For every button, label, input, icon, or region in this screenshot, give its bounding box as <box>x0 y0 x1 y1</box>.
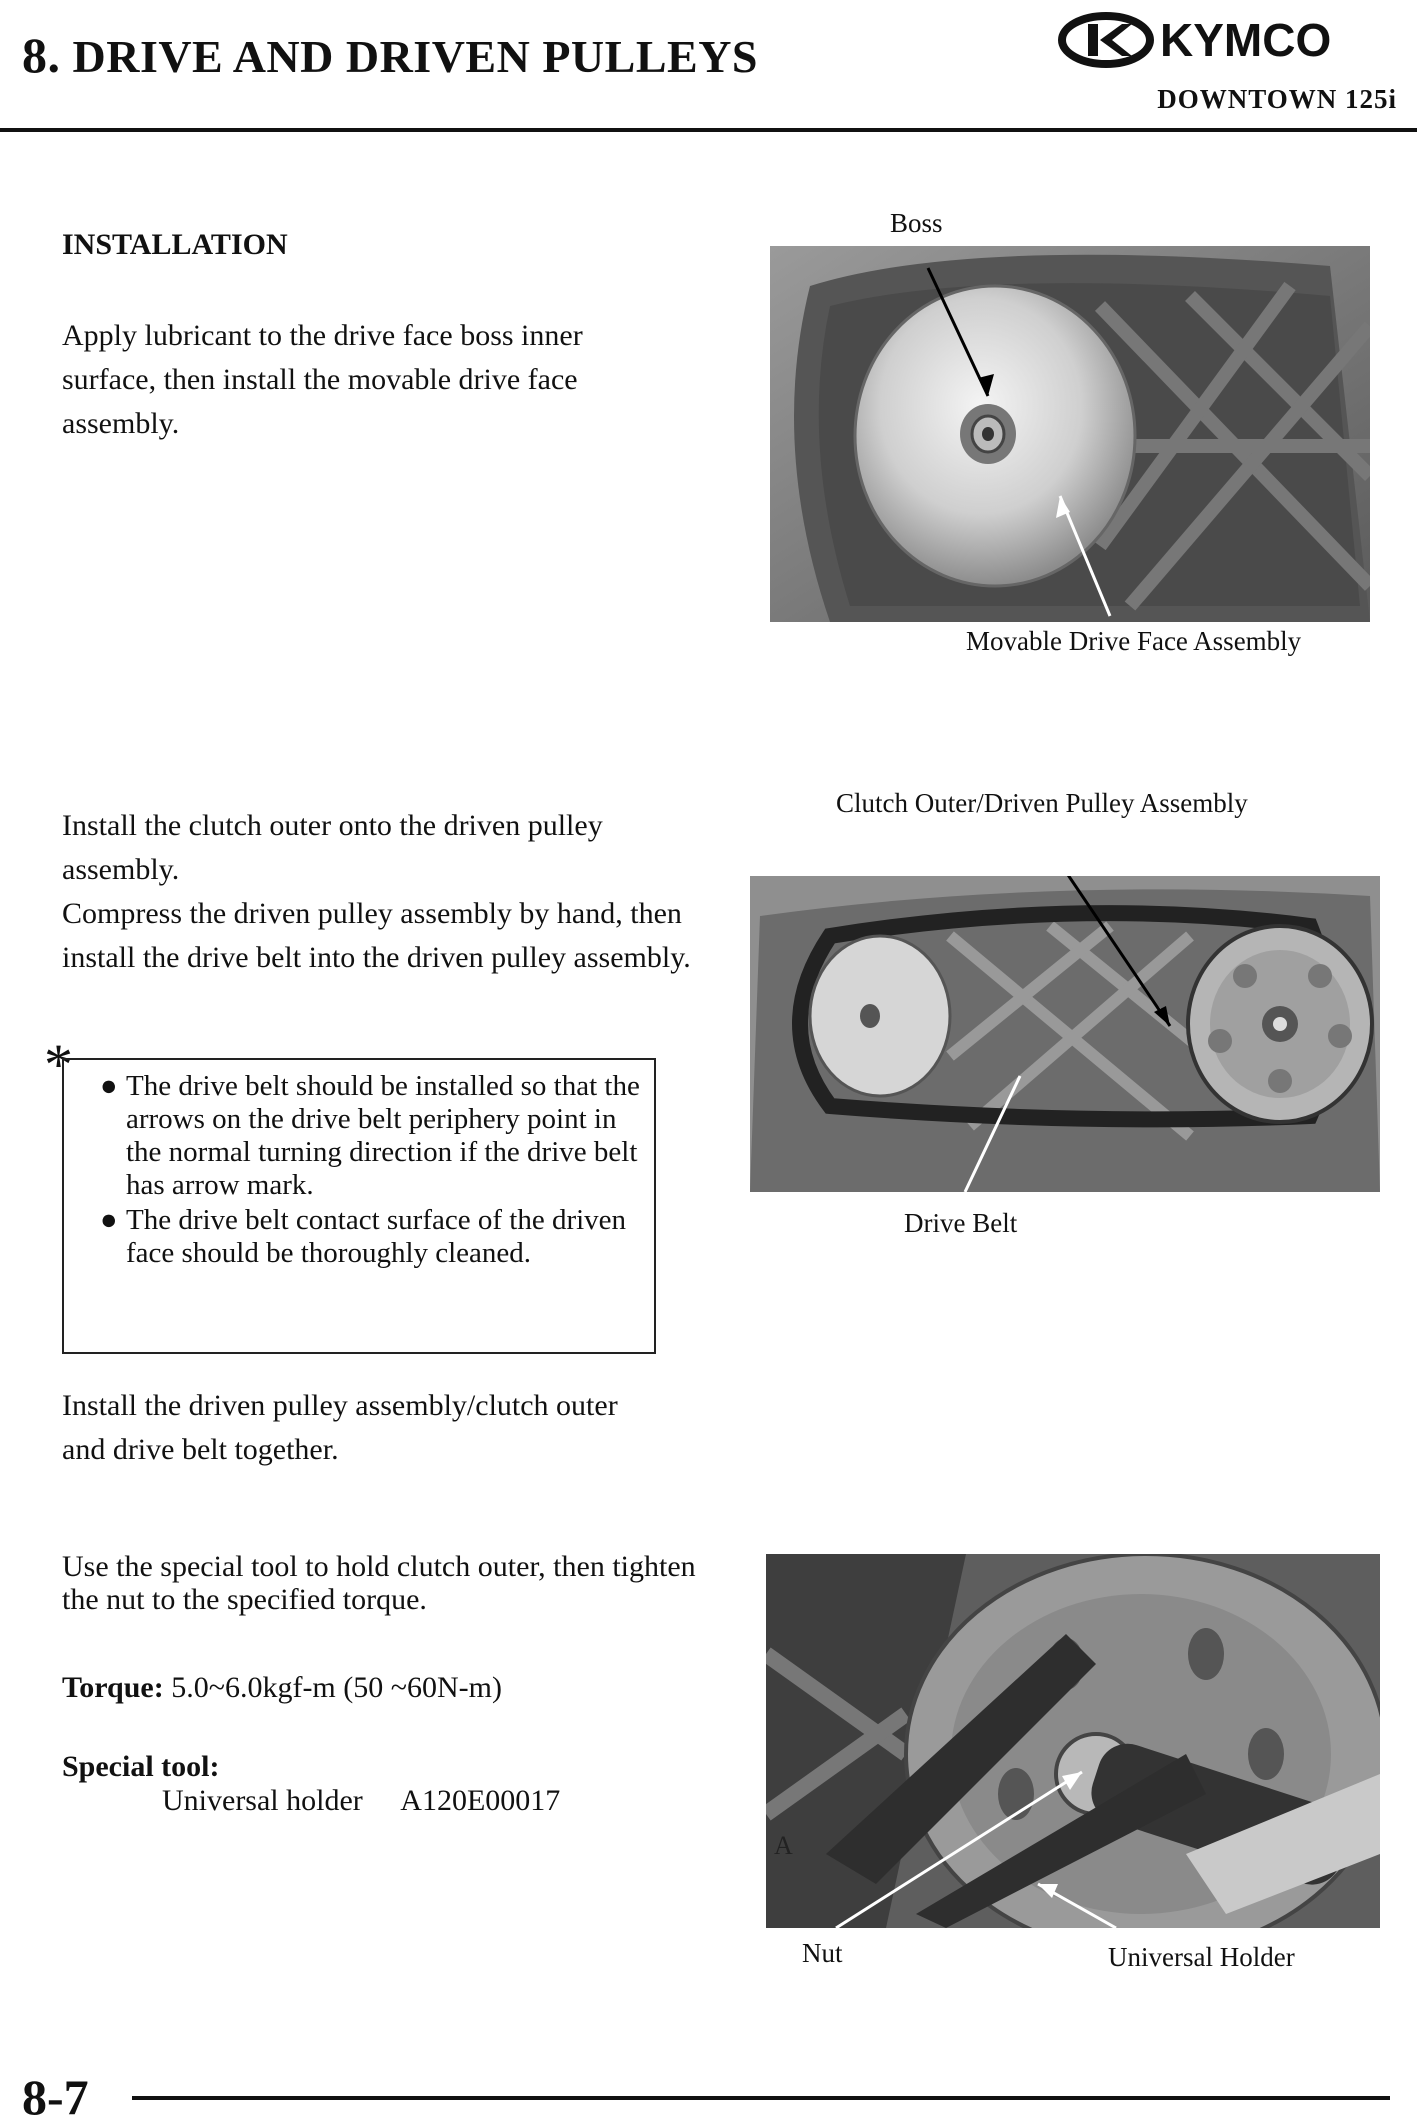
page-title <box>22 26 758 84</box>
label-universal-holder: Universal Holder <box>1108 1942 1295 1972</box>
step-install-together: Install the driven pulley assembly/clutch outer and drive belt together. <box>62 1389 618 1466</box>
tool-name: Universal holder <box>162 1784 363 1817</box>
page-number: 8-7 <box>22 2069 89 2125</box>
footer-rule <box>132 2096 1390 2100</box>
torque-spec <box>62 1666 502 1710</box>
tool-mark-letter: A <box>774 1831 793 1860</box>
note-box <box>62 1058 656 1354</box>
step-lubricate: Apply lubricant to the drive face boss inner surface, then install the movable drive face assembly. <box>62 319 583 440</box>
label-boss: Boss <box>890 208 943 238</box>
torque-label: Torque: <box>62 1671 164 1704</box>
tool-label: Special tool: <box>62 1750 220 1783</box>
bullet-icon: ● <box>100 1070 118 1102</box>
step-clutch-outer: Install the clutch outer onto the driven pulley assembly. <box>62 809 603 886</box>
photo-movable-drive-face <box>770 246 1370 622</box>
model-name: DOWNTOWN 125i <box>1157 84 1397 114</box>
brand-wordmark: KYMCO <box>1160 14 1332 66</box>
photo-universal-holder <box>766 1554 1380 1928</box>
note-asterisk: * <box>44 1032 73 1097</box>
note-item: ● The drive belt contact surface of the driven face should be thoroughly cleaned. <box>100 1204 627 1269</box>
label-clutch-outer: Clutch Outer/Driven Pulley Assembly <box>836 788 1248 818</box>
header-rule <box>0 128 1417 132</box>
label-drive-belt: Drive Belt <box>904 1208 1018 1238</box>
installation-heading: INSTALLATION <box>62 228 288 261</box>
section-number: 8. <box>22 27 61 83</box>
special-tool <box>62 1750 560 1818</box>
step-compress: Compress the driven pulley assembly by hand, then install the drive belt into the driven pulley assembly. <box>62 897 691 974</box>
step-tighten-nut: Use the special tool to hold clutch outer, then tighten the nut to the specified torque. <box>62 1550 696 1616</box>
note-item: ● The drive belt should be installed so that the arrows on the drive belt periphery point in the normal turning direction if the drive belt has arrow mark. <box>100 1070 640 1201</box>
label-nut: Nut <box>802 1938 843 1968</box>
torque-value: 5.0~6.0kgf-m (50 ~60N-m) <box>171 1671 502 1704</box>
label-movable-drive-face: Movable Drive Face Assembly <box>966 626 1302 656</box>
section-title: DRIVE AND DRIVEN PULLEYS <box>72 31 758 82</box>
bullet-icon: ● <box>100 1204 118 1236</box>
kymco-logo <box>1058 10 1406 70</box>
photo-drive-belt <box>750 876 1380 1192</box>
tool-code: A120E00017 <box>400 1784 561 1817</box>
